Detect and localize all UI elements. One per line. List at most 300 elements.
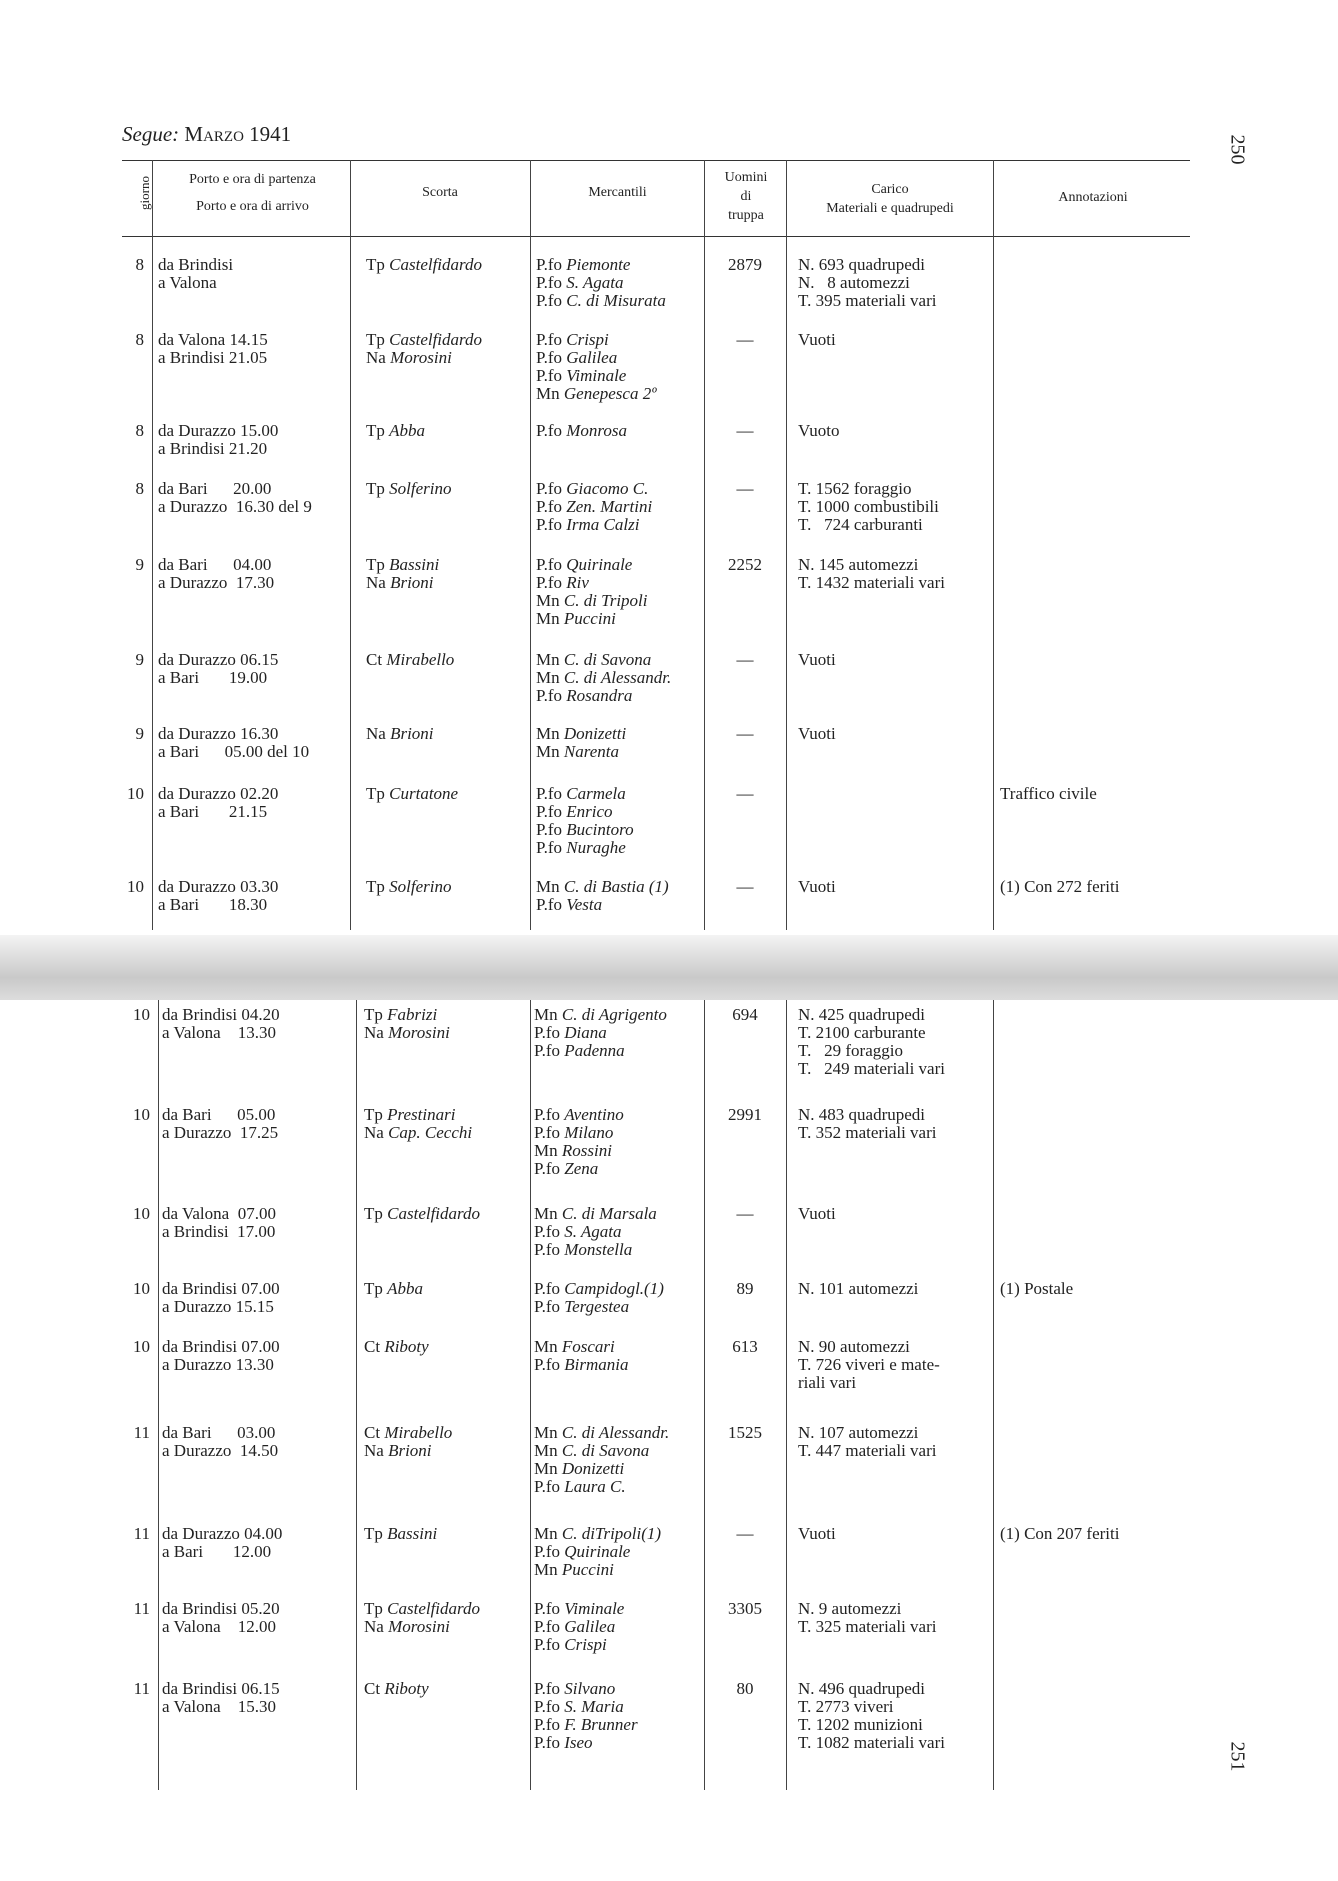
mercantile-line bbox=[536, 422, 627, 440]
ship-type: Tp bbox=[364, 1524, 388, 1543]
ship-type: Na bbox=[366, 348, 391, 367]
carico-cell bbox=[798, 651, 836, 669]
carico-line: T. 29 foraggio bbox=[798, 1041, 903, 1060]
mercantili-cell bbox=[534, 1680, 638, 1752]
porto-line: da Bari 05.00 bbox=[162, 1105, 276, 1124]
scorta-cell bbox=[364, 1424, 452, 1460]
carico-line: N. 496 quadrupedi bbox=[798, 1679, 926, 1698]
mercantile-line bbox=[534, 1442, 669, 1460]
porto-line: da Brindisi 07.00 bbox=[162, 1279, 280, 1298]
ship-name: Galilea bbox=[566, 348, 618, 367]
carico-line: riali vari bbox=[798, 1373, 857, 1392]
mercantile-line bbox=[536, 878, 669, 896]
mercantile-line bbox=[534, 1543, 661, 1561]
carico-cell bbox=[798, 1424, 936, 1460]
mercantile-line bbox=[536, 274, 666, 292]
scorta-line bbox=[364, 1680, 429, 1698]
ship-type: Ct bbox=[366, 650, 387, 669]
annotazione-cell: (1) Con 272 feriti bbox=[1000, 877, 1120, 896]
uomini-cell: — bbox=[736, 1524, 754, 1543]
scorta-line bbox=[364, 1424, 452, 1442]
scorta-cell bbox=[366, 256, 482, 274]
ship-type: Mn bbox=[536, 742, 564, 761]
scorta-line bbox=[366, 785, 458, 803]
ship-type: Tp bbox=[366, 555, 390, 574]
scorta-line bbox=[364, 1525, 437, 1543]
mercantile-line bbox=[536, 821, 634, 839]
mercantili-cell bbox=[534, 1525, 661, 1579]
title-year: 1941 bbox=[249, 122, 292, 146]
ship-name: Iseo bbox=[564, 1733, 593, 1752]
ship-name: C. di Misurata bbox=[566, 291, 666, 310]
scorta-cell bbox=[366, 331, 482, 367]
porto-cell bbox=[162, 1006, 280, 1042]
mercantile-line bbox=[536, 592, 648, 610]
porto-line: da Bari 04.00 bbox=[158, 555, 272, 574]
scorta-line bbox=[364, 1338, 429, 1356]
mercantili-cell bbox=[536, 651, 671, 705]
ship-type: Tp bbox=[366, 479, 390, 498]
scorta-line bbox=[366, 331, 482, 349]
porto-line: a Brindisi 21.05 bbox=[158, 348, 268, 367]
ship-type: P.fo bbox=[534, 1599, 565, 1618]
porto-line: da Brindisi 04.20 bbox=[162, 1005, 280, 1024]
carico-line: T. 2100 carburante bbox=[798, 1023, 926, 1042]
mercantili-cell bbox=[536, 785, 634, 857]
mercantile-line bbox=[536, 839, 634, 857]
carico-cell bbox=[798, 331, 836, 349]
scorta-cell bbox=[366, 878, 451, 896]
uomini-cell: 613 bbox=[732, 1337, 758, 1356]
porto-line: a Durazzo 17.25 bbox=[162, 1123, 279, 1142]
ship-type: P.fo bbox=[536, 421, 567, 440]
scorta-cell bbox=[364, 1338, 429, 1356]
ship-name: Bassini bbox=[389, 555, 440, 574]
mercantile-line bbox=[534, 1680, 638, 1698]
ship-name: Rossini bbox=[561, 1141, 612, 1160]
porto-line: a Brindisi 17.00 bbox=[162, 1222, 276, 1241]
ship-type: P.fo bbox=[534, 1240, 565, 1259]
carico-line: T. 395 materiali vari bbox=[798, 291, 937, 310]
scorta-line bbox=[364, 1124, 472, 1142]
mercantile-line bbox=[534, 1561, 661, 1579]
carico-line: T. 249 materiali vari bbox=[798, 1059, 945, 1078]
carico-line: N. 90 automezzi bbox=[798, 1337, 910, 1356]
ship-type: P.fo bbox=[534, 1635, 565, 1654]
ship-type: Ct bbox=[364, 1423, 385, 1442]
ship-type: Na bbox=[364, 1617, 389, 1636]
ship-name: Zena bbox=[564, 1159, 599, 1178]
carico-line: N. 8 automezzi bbox=[798, 273, 910, 292]
mercantile-line bbox=[534, 1525, 661, 1543]
carico-line: Vuoti bbox=[798, 1524, 836, 1543]
ship-name: S. Agata bbox=[566, 273, 624, 292]
ship-type: Tp bbox=[364, 1005, 388, 1024]
porto-line: a Valona 12.00 bbox=[162, 1617, 276, 1636]
uomini-cell: — bbox=[736, 877, 754, 896]
ship-name: Monrosa bbox=[566, 421, 627, 440]
ship-type: P.fo bbox=[536, 895, 567, 914]
porto-cell bbox=[158, 480, 312, 516]
uomini-cell: — bbox=[736, 784, 754, 803]
porto-line: a Durazzo 17.30 bbox=[158, 573, 275, 592]
mercantile-line bbox=[534, 1716, 638, 1734]
ship-type: Mn bbox=[536, 384, 564, 403]
mercantile-line bbox=[536, 480, 652, 498]
ship-name: C. di Alessandr. bbox=[563, 668, 672, 687]
scorta-line bbox=[366, 480, 451, 498]
porto-line: da Durazzo 15.00 bbox=[158, 421, 279, 440]
ship-type: Mn bbox=[534, 1141, 562, 1160]
ship-name: C. di Agrigento bbox=[561, 1005, 667, 1024]
header-bottom-rule bbox=[122, 236, 1190, 237]
uomini-cell: 3305 bbox=[728, 1599, 762, 1618]
ship-name: Castelfidardo bbox=[389, 330, 483, 349]
ship-name: Abba bbox=[387, 1279, 424, 1298]
header-annotazioni: Annotazioni bbox=[1058, 190, 1128, 205]
giorno-cell: 10 bbox=[133, 1204, 150, 1223]
porto-cell bbox=[162, 1424, 278, 1460]
uomini-cell: — bbox=[736, 479, 754, 498]
scorta-line bbox=[364, 1600, 480, 1618]
porto-cell bbox=[162, 1600, 280, 1636]
porto-line: a Durazzo 13.30 bbox=[162, 1355, 274, 1374]
ship-type: P.fo bbox=[536, 348, 567, 367]
ship-name: Solferino bbox=[389, 479, 452, 498]
porto-cell bbox=[158, 556, 274, 592]
porto-cell bbox=[162, 1338, 280, 1374]
mercantile-line bbox=[536, 349, 656, 367]
porto-line: da Bari 20.00 bbox=[158, 479, 272, 498]
mercantile-line bbox=[536, 256, 666, 274]
ship-type: Tp bbox=[366, 877, 390, 896]
ship-name: Curtatone bbox=[389, 784, 459, 803]
porto-line: a Bari 19.00 bbox=[158, 668, 268, 687]
ship-type: Mn bbox=[536, 724, 564, 743]
mercantili-cell bbox=[534, 1338, 628, 1374]
mercantile-line bbox=[536, 574, 648, 592]
mercantile-line bbox=[536, 743, 626, 761]
ship-type: Mn bbox=[536, 591, 564, 610]
ship-name: Aventino bbox=[564, 1105, 624, 1124]
mercantile-line bbox=[536, 385, 656, 403]
carico-cell bbox=[798, 1525, 836, 1543]
uomini-cell: 89 bbox=[736, 1279, 754, 1298]
ship-name: Brioni bbox=[390, 573, 434, 592]
giorno-cell: 8 bbox=[135, 330, 144, 349]
carico-line: T. 1432 materiali vari bbox=[798, 573, 945, 592]
carico-line: N. 425 quadrupedi bbox=[798, 1005, 926, 1024]
carico-line: T. 1082 materiali vari bbox=[798, 1733, 945, 1752]
carico-line: Vuoti bbox=[798, 724, 836, 743]
ship-name: Crispi bbox=[564, 1635, 607, 1654]
carico-line: T. 1000 combustibili bbox=[798, 497, 939, 516]
ship-type: Tp bbox=[364, 1599, 388, 1618]
uomini-cell: 694 bbox=[732, 1005, 758, 1024]
porto-cell bbox=[158, 331, 268, 367]
header-top-rule bbox=[122, 160, 1190, 161]
carico-line: N. 101 automezzi bbox=[798, 1279, 919, 1298]
ship-type: P.fo bbox=[534, 1297, 565, 1316]
scorta-line bbox=[364, 1106, 472, 1124]
ship-name: Nuraghe bbox=[566, 838, 626, 857]
ship-name: Birmania bbox=[564, 1355, 629, 1374]
giorno-cell: 10 bbox=[133, 1105, 150, 1124]
ship-type: P.fo bbox=[534, 1697, 565, 1716]
scorta-line bbox=[364, 1442, 452, 1460]
ship-type: P.fo bbox=[536, 573, 567, 592]
ship-name: Morosini bbox=[388, 1617, 450, 1636]
mercantili-cell bbox=[534, 1006, 667, 1060]
ship-name: Carmela bbox=[566, 784, 626, 803]
carico-cell bbox=[798, 422, 839, 440]
ship-type: P.fo bbox=[534, 1041, 565, 1060]
carico-line: T. 447 materiali vari bbox=[798, 1441, 937, 1460]
ship-name: Diana bbox=[564, 1023, 607, 1042]
mercantili-cell bbox=[534, 1280, 664, 1316]
ship-type: P.fo bbox=[536, 273, 567, 292]
col-rule-4 bbox=[704, 1000, 705, 1790]
porto-cell bbox=[158, 725, 309, 761]
mercantile-line bbox=[536, 516, 652, 534]
mercantile-line bbox=[534, 1160, 624, 1178]
scorta-line bbox=[366, 349, 482, 367]
carico-line: T. 724 carburanti bbox=[798, 515, 923, 534]
porto-cell bbox=[162, 1106, 278, 1142]
ship-name: Morosini bbox=[390, 348, 452, 367]
ship-type: Ct bbox=[364, 1337, 385, 1356]
porto-line: a Durazzo 16.30 del 9 bbox=[158, 497, 312, 516]
carico-line: N. 483 quadrupedi bbox=[798, 1105, 926, 1124]
col-rule-1 bbox=[152, 160, 153, 930]
ship-name: Donizetti bbox=[563, 724, 627, 743]
ship-type: Mn bbox=[536, 668, 564, 687]
col-rule-3 bbox=[530, 160, 531, 930]
ship-type: Na bbox=[364, 1441, 389, 1460]
ship-type: Mn bbox=[536, 877, 564, 896]
ship-name: C. di Marsala bbox=[561, 1204, 657, 1223]
ship-name: Mirabello bbox=[386, 650, 455, 669]
ship-name: Bucintoro bbox=[566, 820, 634, 839]
ship-type: P.fo bbox=[536, 555, 567, 574]
porto-line: da Valona 07.00 bbox=[162, 1204, 276, 1223]
porto-line: da Durazzo 03.30 bbox=[158, 877, 279, 896]
ship-type: Mn bbox=[534, 1337, 562, 1356]
col-rule-5 bbox=[786, 1000, 787, 1790]
uomini-cell: 1525 bbox=[728, 1423, 762, 1442]
ship-name: Narenta bbox=[563, 742, 619, 761]
ship-type: Tp bbox=[364, 1105, 388, 1124]
mercantile-line bbox=[534, 1356, 628, 1374]
ship-type: P.fo bbox=[536, 802, 567, 821]
mercantile-line bbox=[534, 1734, 638, 1752]
giorno-cell: 11 bbox=[133, 1423, 150, 1442]
mercantile-line bbox=[536, 292, 666, 310]
porto-cell bbox=[158, 422, 278, 458]
porto-cell bbox=[158, 651, 278, 687]
scorta-line bbox=[364, 1024, 450, 1042]
mercantili-cell bbox=[536, 725, 626, 761]
mercantili-cell bbox=[536, 480, 652, 534]
ship-name: Galilea bbox=[564, 1617, 616, 1636]
ship-type: P.fo bbox=[534, 1159, 565, 1178]
annotazione-cell: (1) Con 207 feriti bbox=[1000, 1524, 1120, 1543]
ship-type: Mn bbox=[534, 1005, 562, 1024]
ship-name: Puccini bbox=[563, 609, 616, 628]
header-scorta: Scorta bbox=[422, 185, 458, 200]
mercantile-line bbox=[534, 1636, 624, 1654]
ship-name: C. di Alessandr. bbox=[561, 1423, 670, 1442]
scorta-cell bbox=[364, 1006, 450, 1042]
mercantile-line bbox=[534, 1223, 657, 1241]
scorta-line bbox=[364, 1280, 423, 1298]
title-prefix: Segue: bbox=[122, 122, 180, 146]
ship-name: Donizetti bbox=[561, 1459, 625, 1478]
porto-line: da Brindisi bbox=[158, 255, 234, 274]
mercantile-line bbox=[536, 669, 671, 687]
ship-type: P.fo bbox=[536, 784, 567, 803]
ship-name: C. diTripoli(1) bbox=[561, 1524, 662, 1543]
porto-line: da Durazzo 04.00 bbox=[162, 1524, 283, 1543]
porto-line: da Durazzo 16.30 bbox=[158, 724, 279, 743]
ship-name: S. Agata bbox=[564, 1222, 622, 1241]
ship-type: Mn bbox=[534, 1204, 562, 1223]
mercantile-line bbox=[534, 1600, 624, 1618]
ship-name: C. di Bastia (1) bbox=[563, 877, 669, 896]
ship-name: Mirabello bbox=[384, 1423, 453, 1442]
ship-type: Tp bbox=[366, 255, 390, 274]
lower-page bbox=[0, 1000, 1338, 1881]
scorta-line bbox=[366, 651, 454, 669]
carico-line: N. 9 automezzi bbox=[798, 1599, 902, 1618]
porto-line: a Valona 13.30 bbox=[162, 1023, 276, 1042]
mercantili-cell bbox=[536, 556, 648, 628]
ship-type: P.fo bbox=[536, 255, 567, 274]
ship-type: P.fo bbox=[534, 1355, 565, 1374]
ship-type: P.fo bbox=[534, 1679, 565, 1698]
mercantili-cell bbox=[536, 878, 669, 914]
header-uomini: Uomini di truppa bbox=[724, 170, 768, 223]
ship-type: Mn bbox=[534, 1560, 562, 1579]
col-rule-4 bbox=[704, 160, 705, 930]
mercantile-line bbox=[534, 1106, 624, 1124]
mercantile-line bbox=[534, 1478, 669, 1496]
porto-line: da Brindisi 06.15 bbox=[162, 1679, 280, 1698]
ship-type: P.fo bbox=[534, 1477, 565, 1496]
ship-name: Morosini bbox=[388, 1023, 450, 1042]
mercantile-line bbox=[534, 1042, 667, 1060]
carico-line: T. 325 materiali vari bbox=[798, 1617, 937, 1636]
mercantile-line bbox=[536, 785, 634, 803]
carico-cell bbox=[798, 1680, 945, 1752]
mercantile-line bbox=[534, 1024, 667, 1042]
mercantili-cell bbox=[534, 1424, 669, 1496]
ship-type: Tp bbox=[366, 330, 390, 349]
scorta-line bbox=[366, 256, 482, 274]
carico-line: Vuoti bbox=[798, 877, 836, 896]
carico-line: Vuoti bbox=[798, 1204, 836, 1223]
ship-name: Quirinale bbox=[566, 555, 633, 574]
scorta-line bbox=[364, 1006, 450, 1024]
ship-name: Laura C. bbox=[564, 1477, 626, 1496]
ship-type: P.fo bbox=[536, 366, 567, 385]
ship-type: P.fo bbox=[536, 479, 567, 498]
carico-line: T. 352 materiali vari bbox=[798, 1123, 937, 1142]
giorno-cell: 11 bbox=[133, 1679, 150, 1698]
porto-cell bbox=[162, 1680, 280, 1716]
ship-name: Campidogl.(1) bbox=[564, 1279, 664, 1298]
ship-name: Foscari bbox=[561, 1337, 615, 1356]
scorta-cell bbox=[366, 422, 425, 440]
ship-type: Mn bbox=[534, 1459, 562, 1478]
carico-line: T. 726 viveri e mate- bbox=[798, 1355, 940, 1374]
ship-type: P.fo bbox=[536, 838, 567, 857]
ship-type: P.fo bbox=[534, 1222, 565, 1241]
ship-type: Mn bbox=[536, 609, 564, 628]
ship-name: Quirinale bbox=[564, 1542, 631, 1561]
mercantili-cell bbox=[534, 1600, 624, 1654]
mercantile-line bbox=[536, 725, 626, 743]
porto-line: a Valona 15.30 bbox=[162, 1697, 276, 1716]
ship-type: Mn bbox=[534, 1524, 562, 1543]
mercantile-line bbox=[534, 1280, 664, 1298]
header-giorno: giorno bbox=[136, 176, 152, 210]
annotazione-cell: Traffico civile bbox=[1000, 784, 1097, 803]
carico-cell bbox=[798, 1600, 936, 1636]
ship-type: P.fo bbox=[534, 1279, 565, 1298]
mercantile-line bbox=[536, 803, 634, 821]
mercantile-line bbox=[534, 1298, 664, 1316]
ship-name: Silvano bbox=[564, 1679, 616, 1698]
carico-line: T. 2773 viveri bbox=[798, 1697, 894, 1716]
col-rule-6 bbox=[993, 1000, 994, 1790]
mercantile-line bbox=[536, 331, 656, 349]
header-porto: Porto e ora di partenza Porto e ora di arrivo bbox=[189, 172, 316, 214]
mercantili-cell bbox=[536, 256, 666, 310]
ship-name: Giacomo C. bbox=[566, 479, 649, 498]
ship-name: C. di Savona bbox=[563, 650, 652, 669]
giorno-cell: 8 bbox=[135, 255, 144, 274]
scorta-cell bbox=[366, 556, 439, 592]
ship-name: Riv bbox=[566, 573, 589, 592]
scorta-cell bbox=[364, 1680, 429, 1698]
mercantile-line bbox=[534, 1698, 638, 1716]
uomini-cell: — bbox=[736, 1204, 754, 1223]
ship-name: Viminale bbox=[564, 1599, 625, 1618]
ship-type: Mn bbox=[534, 1441, 562, 1460]
mercantile-line bbox=[536, 498, 652, 516]
uomini-cell: — bbox=[736, 330, 754, 349]
mercantile-line bbox=[536, 610, 648, 628]
scorta-cell bbox=[366, 785, 458, 803]
carico-cell bbox=[798, 256, 936, 310]
porto-cell bbox=[162, 1205, 276, 1241]
carico-cell bbox=[798, 1106, 936, 1142]
page-title bbox=[122, 122, 291, 147]
porto-line: a Bari 05.00 del 10 bbox=[158, 742, 310, 761]
ship-name: Tergestea bbox=[564, 1297, 630, 1316]
ship-name: Zen. Martini bbox=[566, 497, 653, 516]
mercantile-line bbox=[536, 556, 648, 574]
giorno-cell: 9 bbox=[135, 555, 144, 574]
carico-cell bbox=[798, 1338, 940, 1392]
ship-name: Genepesca 2º bbox=[563, 384, 657, 403]
ship-type: Na bbox=[366, 724, 391, 743]
mercantili-cell bbox=[534, 1106, 624, 1178]
giorno-cell: 10 bbox=[133, 1337, 150, 1356]
page-number-top: 250 bbox=[1226, 134, 1249, 165]
carico-line: N. 107 automezzi bbox=[798, 1423, 919, 1442]
